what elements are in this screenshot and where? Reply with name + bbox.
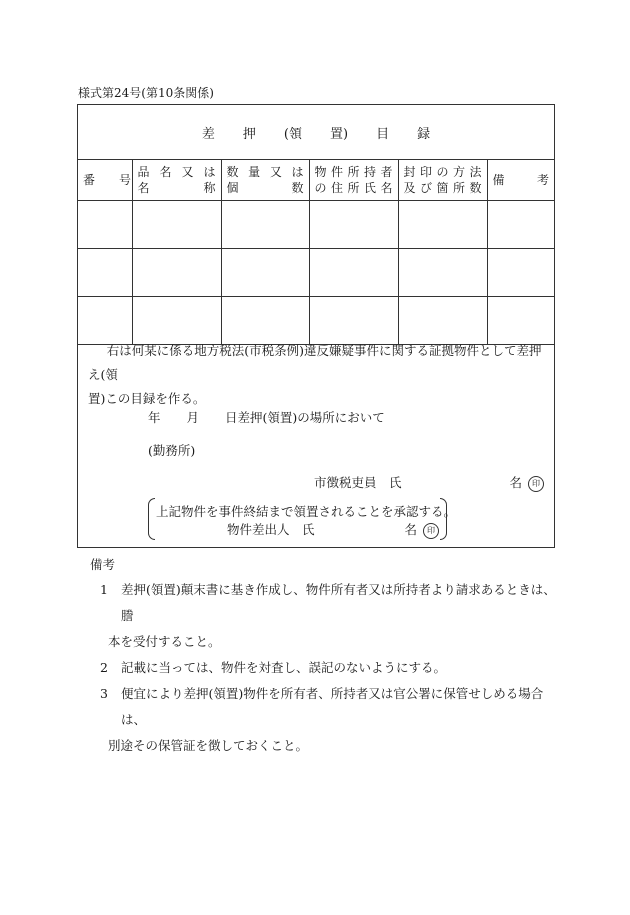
notes-title: 備考 [90,557,116,572]
header-seal-method: 封印の方法 及び箇所数 [398,160,487,201]
note-continuation: 別途その保管証を徴しておくこと。 [108,738,309,753]
notes-section [90,555,560,759]
note-text: 差押(領置)顛末書に基き作成し、物件所有者又は所持者より請求あるときは、謄 [121,582,556,623]
title-char: 差 [201,126,215,142]
table-cell[interactable] [398,249,487,297]
table-row [78,201,554,249]
table-row [78,249,554,297]
table-cell[interactable] [132,297,221,345]
seal-icon: 印 [423,523,439,539]
table-cell[interactable] [132,249,221,297]
title-char: 目 [376,126,390,142]
header-item-name: 品 名 又 は 名 称 [132,160,221,201]
note-text: 記載に当っては、物件を対査し、誤記のないようにする。 [121,660,447,675]
year-label: 年 [148,410,161,425]
table-row [78,297,554,345]
note-number: 2 [100,660,108,675]
seal-icon: 印 [528,476,544,492]
note-item [90,577,560,655]
table-cell[interactable] [132,201,221,249]
statement [78,339,554,411]
form-title [78,105,554,160]
table-cell[interactable] [487,249,554,297]
consent-bracket [148,498,457,540]
table-cell[interactable] [398,297,487,345]
table-cell[interactable] [78,249,132,297]
table-cell[interactable] [309,297,398,345]
table-cell[interactable] [398,201,487,249]
consent-name-suffix: 名 [404,522,417,537]
consent-signature-line [227,520,439,539]
table-cell[interactable] [221,201,309,249]
table-cell[interactable] [221,249,309,297]
note-item [90,655,560,681]
seizure-inventory-form [77,104,555,548]
header-remarks: 備 考 [487,160,554,201]
date-place-text: 日差押(領置)の場所において [225,410,385,425]
statement-line: 置)この目録を作る。 [88,391,206,406]
title-char: 録 [417,126,431,142]
office-label: (勤務所) [148,443,196,458]
table-cell[interactable] [487,297,554,345]
table-cell[interactable] [309,201,398,249]
official-signature-line [314,473,544,492]
table-cell[interactable] [487,201,554,249]
table-cell[interactable] [78,297,132,345]
note-item [90,681,560,759]
title-char: 置) [330,126,349,142]
table-cell[interactable] [309,249,398,297]
header-holder: 物件所持者 の住所氏名 [309,160,398,201]
official-label: 市徴税吏員 氏 [314,475,402,491]
consent-text: 上記物件を事件終結まで領置されることを承認する。 [156,504,457,519]
table-cell[interactable] [221,297,309,345]
title-char: (領 [283,126,302,142]
official-name-suffix: 名 [509,475,522,490]
title-char: 押 [242,126,256,142]
table-cell[interactable] [78,201,132,249]
note-number: 1 [100,582,108,597]
month-label: 月 [186,410,200,425]
note-number: 3 [100,686,108,701]
consent-label: 物件差出人 氏 [227,522,315,538]
header-number: 番 号 [78,160,132,201]
form-style-number: 様式第24号(第10条関係) [78,86,214,100]
date-place-line [148,408,385,426]
header-quantity: 数 量 又 は 個 数 [221,160,309,201]
table-header-row [78,160,554,201]
inventory-table [78,160,554,345]
note-text: 便宜により差押(領置)物件を所有者、所持者又は官公署に保管せしめる場合は、 [121,686,544,727]
note-continuation: 本を受付すること。 [108,634,221,649]
statement-line: 右は何某に係る地方税法(市税条例)違反嫌疑事件に関する証拠物件として差押え(領 [88,343,542,382]
